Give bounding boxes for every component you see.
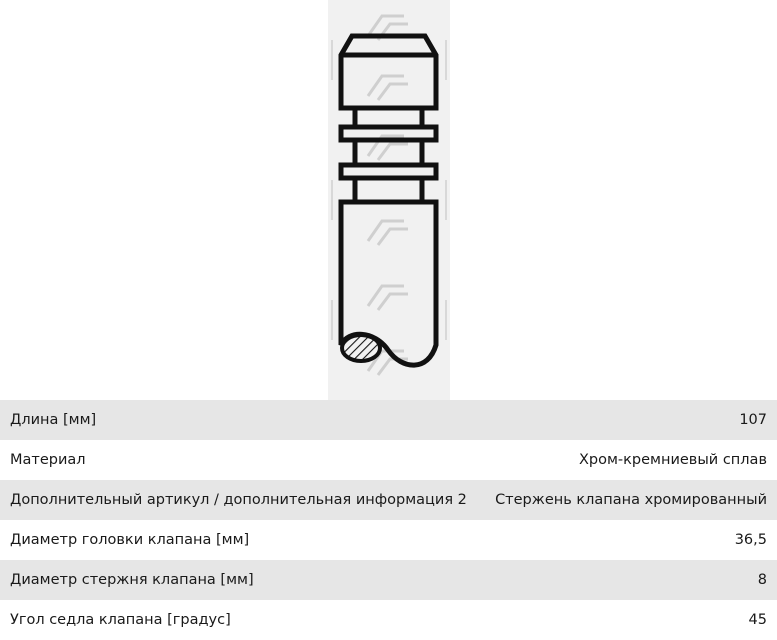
spec-value: Стержень клапана хромированный — [495, 492, 767, 508]
spec-label: Диаметр головки клапана [мм] — [10, 532, 250, 548]
table-row — [0, 480, 777, 520]
spec-value: 36,5 — [734, 532, 767, 548]
table-row — [0, 520, 777, 560]
spec-label: Длина [мм] — [10, 412, 97, 428]
spec-label: Угол седла клапана [градус] — [10, 612, 231, 628]
spec-label: Материал — [10, 452, 86, 468]
spec-value: 8 — [757, 572, 767, 588]
table-row — [0, 400, 777, 440]
spec-label: Диаметр стержня клапана [мм] — [10, 572, 254, 588]
table-row — [0, 560, 777, 600]
spec-label: Дополнительный артикул / дополнительная информация 2 — [10, 492, 467, 508]
table-row — [0, 600, 777, 640]
spec-value: Хром-кремниевый сплав — [578, 452, 767, 468]
table-row — [0, 440, 777, 480]
spec-value: 45 — [748, 612, 767, 628]
specifications-table — [0, 400, 777, 640]
spec-value: 107 — [739, 412, 767, 428]
